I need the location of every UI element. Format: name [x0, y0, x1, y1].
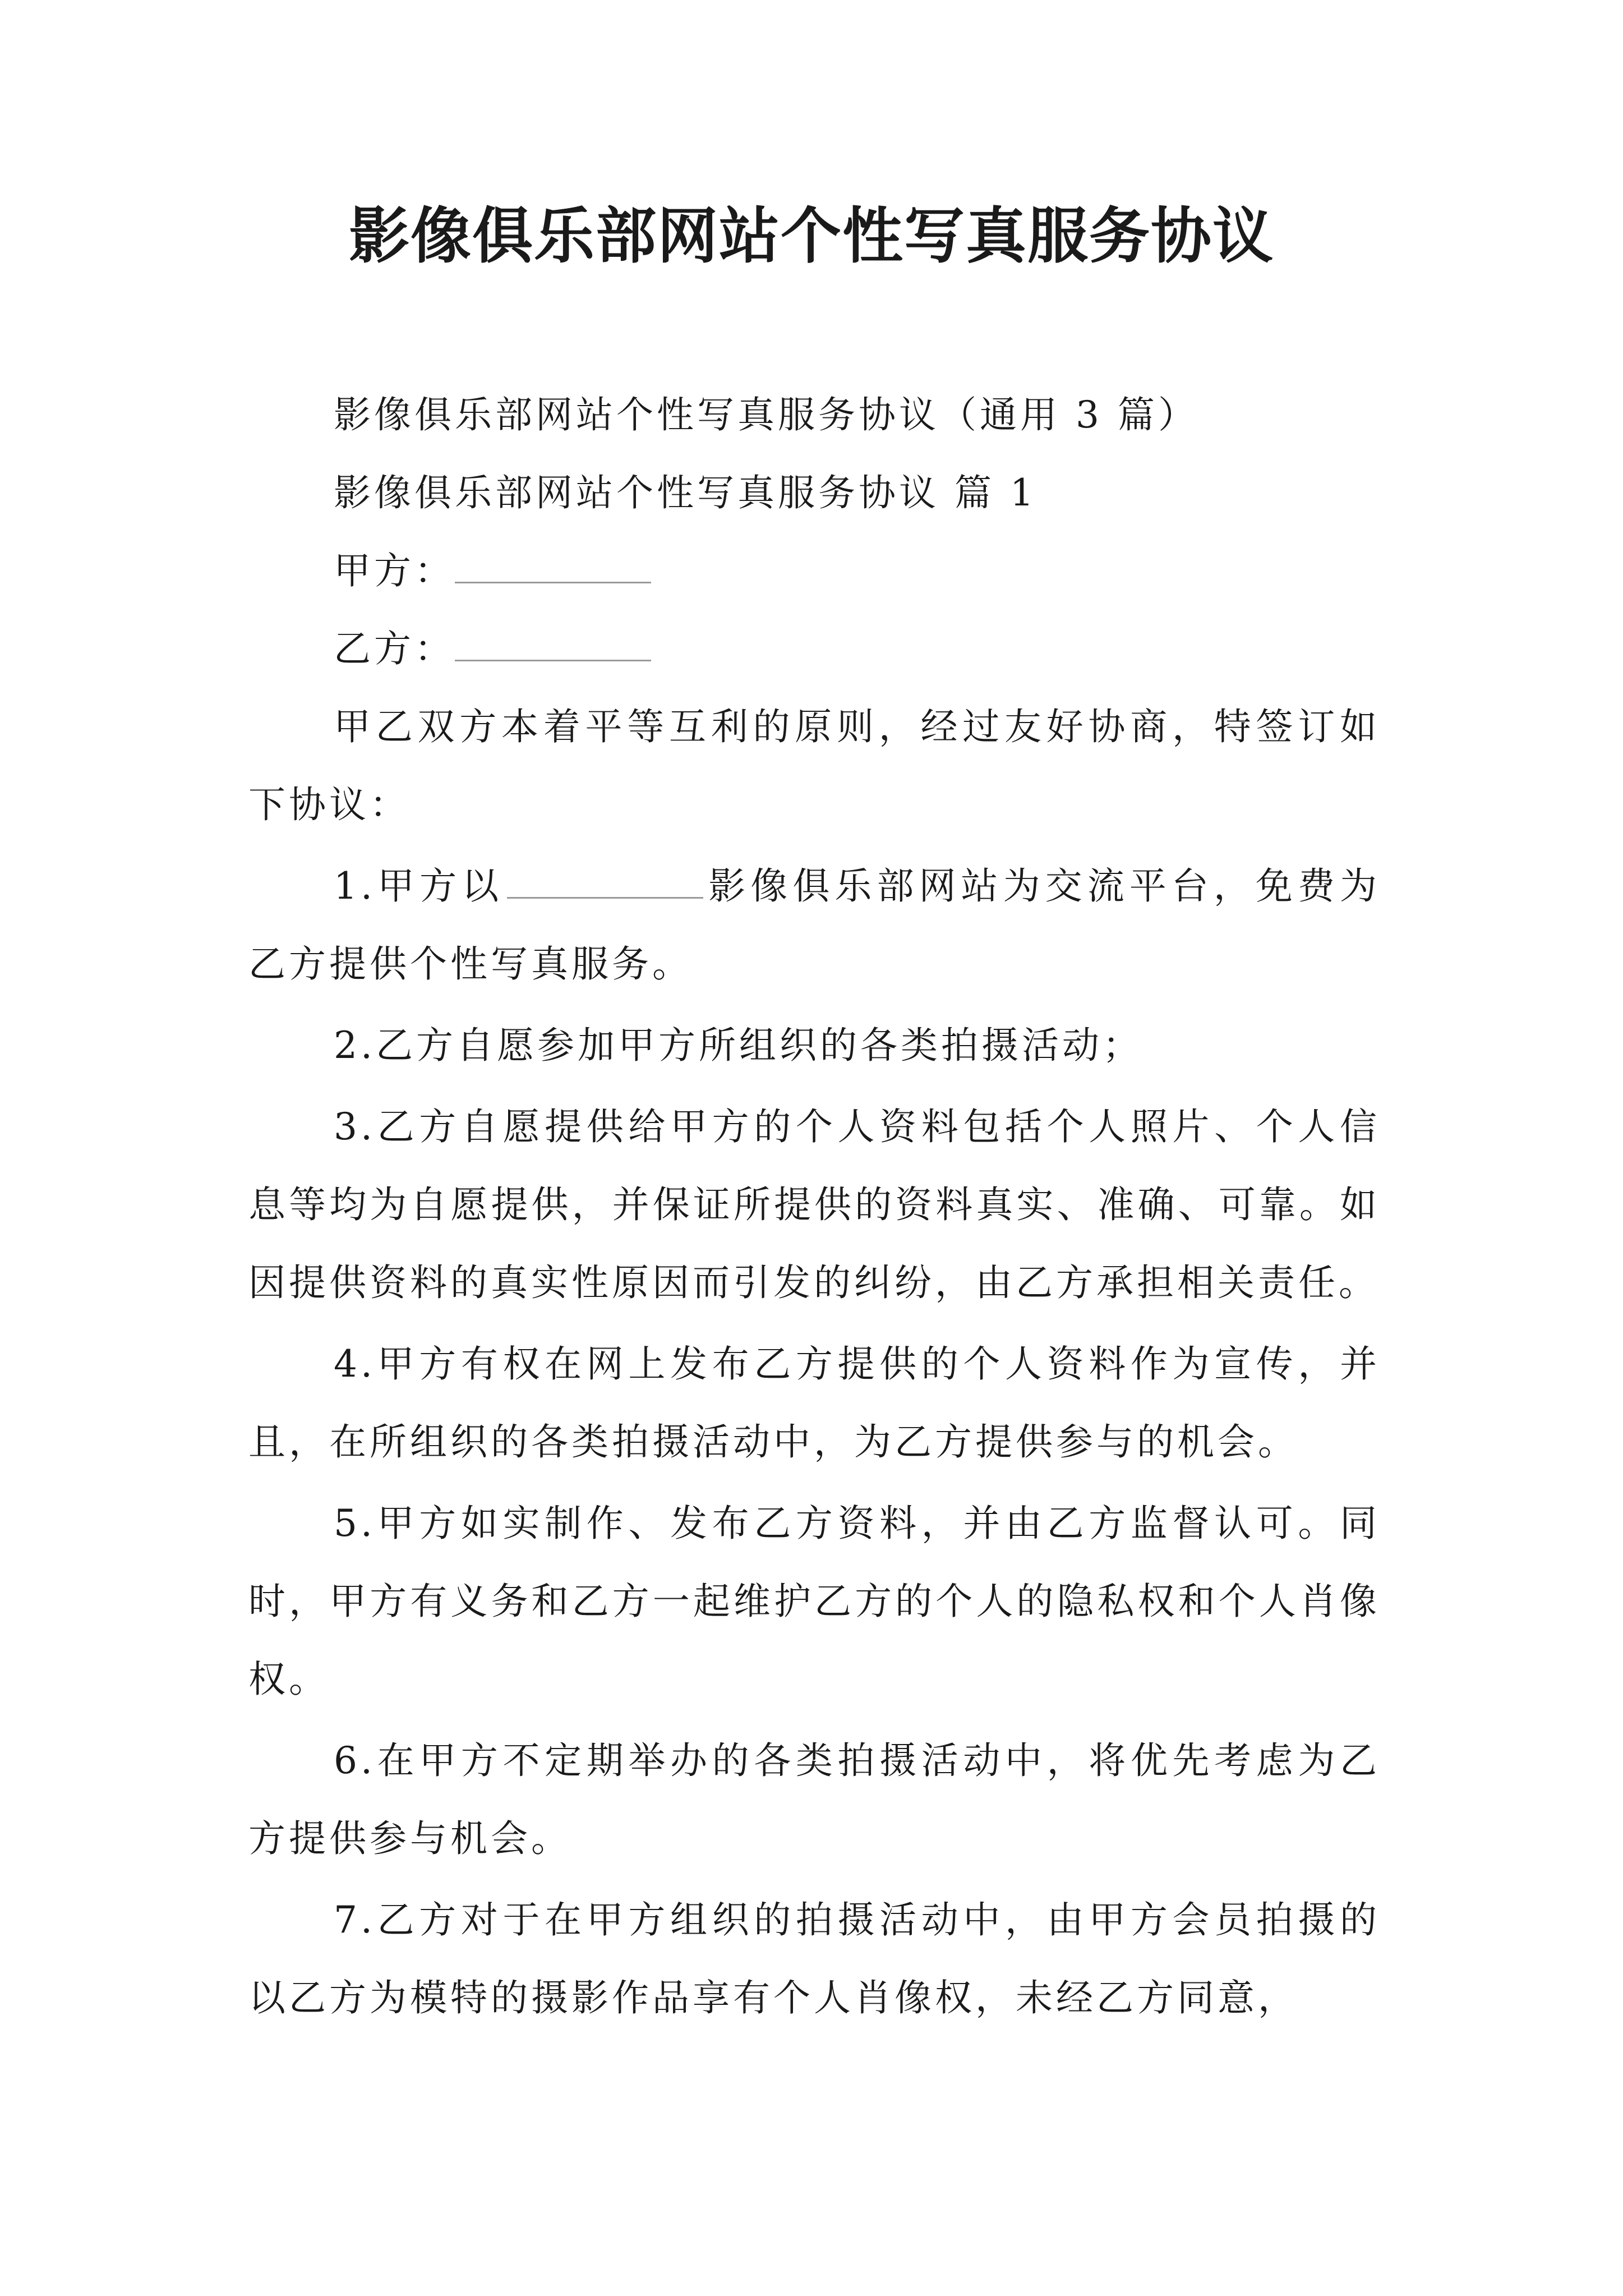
section-heading: 影像俱乐部网站个性写真服务协议 篇 1: [334, 471, 1037, 514]
intro-paragraph: 甲乙双方本着平等互利的原则，经过友好协商，特签订如下协议：: [248, 705, 1380, 826]
party-a-blank: [455, 549, 651, 583]
clause-6: 6.在甲方不定期举办的各类拍摄活动中，将优先考虑为乙方提供参与机会。: [248, 1739, 1380, 1860]
clause-4: 4.甲方有权在网上发布乙方提供的个人资料作为宣传，并且，在所组织的各类拍摄活动中，为乙方提供参与的机会。: [248, 1342, 1380, 1464]
subtitle-line: 影像俱乐部网站个性写真服务协议（通用 3 篇）: [334, 393, 1198, 436]
clause-3: 3.乙方自愿提供给甲方的个人资料包括个人照片、个人信息等均为自愿提供，并保证所提供的资料真实、准确、可靠。如因提供资料的真实性原因而引发的纠纷，由乙方承担相关责任。: [248, 1105, 1380, 1304]
document-body: [248, 376, 1380, 2037]
clause-2: 2.乙方自愿参加甲方所组织的各类拍摄活动；: [334, 1024, 1143, 1067]
party-b-blank: [455, 627, 651, 661]
clause-1-prefix: 1.甲方以: [334, 864, 504, 908]
document-title: 影像俱乐部网站个性写真服务协议: [348, 201, 1274, 272]
clause-5: 5.甲方如实制作、发布乙方资料，并由乙方监督认可。同时，甲方有义务和乙方一起维护乙方的个人的隐私权和个人肖像权。: [248, 1502, 1380, 1701]
party-a-line: [248, 532, 1380, 610]
clause-7: 7.乙方对于在甲方组织的拍摄活动中，由甲方会员拍摄的以乙方为模特的摄影作品享有个人肖像权，未经乙方同意，: [248, 1898, 1380, 2019]
party-b-label: 乙方：: [334, 627, 455, 670]
party-b-line: [248, 610, 1380, 688]
clause-1-blank: [507, 864, 703, 899]
clause-1-suffix: 影像俱乐部网站为交流平台，免费为乙方提供个性写真服务。: [248, 864, 1380, 986]
clause-1: [248, 847, 1380, 1003]
party-a-label: 甲方：: [334, 549, 455, 592]
